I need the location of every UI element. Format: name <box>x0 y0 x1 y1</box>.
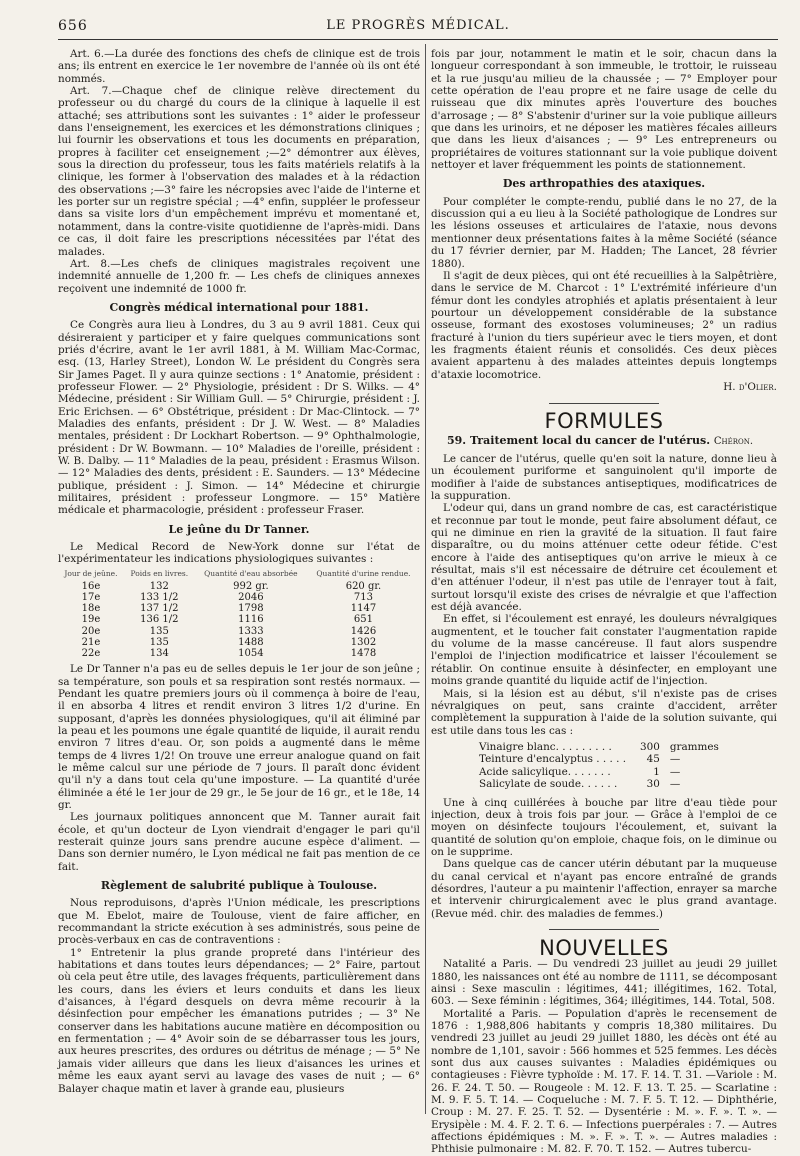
natalite-text: Natalité a Paris. — Du vendredi 23 juillet au jeudi 29 juillet 1880, les naissances ont été au nombre de 1111, se décomposant ainsi : Sexe masculin : légitimes, 441; illégitimes, 162. Total, 603. — Sexe féminin : légitimes, 364; illégitimes, 144. Total, 508. <box>431 958 777 1008</box>
formula-unit: — <box>669 753 681 766</box>
article-7: Art. 7.—Chaque chef de clinique relève directement du professeur ou du chargé du cours de la clinique à laquelle il est attaché; ses attributions sont les suivantes : 1° aider le professeur dans l'enseignement, les exercices et les démonstrations cliniques ; lui fournir les observations et tous les documents en préparation, propres à faciliter cet enseignement ;—2° démontrer aux élèves, sous la direction du professeur, tous les faits matériels relatifs à la clinique, les former à l'observation des malades et à la rédaction des observations ;—3° faire les nécropsies avec l'aide de l'interne et les porter sur un registre spécial ; —4° enfin, suppléer le professeur dans sa visite lors d'un empêchement imprévu et momentané et, notamment, dans la contre-visite quotidienne de l'après-midi. Dans ce cas, il doit faire les prescriptions nécessitées par l'état des malades. <box>58 85 420 258</box>
table-cell: 21e <box>81 636 101 648</box>
toulouse-text-2: 1° Entretenir la plus grande propreté dans l'intérieur des habitations et dans toutes leurs dépendances; — 2° Faire, partout où cela peut être utile, des lavages fréquents, particulièrement dans les cours, dans les éviers et leurs conduits et dans les lieux d'aisances, à l'égard desquels on devra même recourir à la désinfection pour empêcher les émanations putrides ; — 3° Ne conserver dans les habitations aucune matière en décomposition ou en fermentation ; — 4° Avoir soin de se débarrasser tous les jours, aux heures prescrites, des ordures ou détritus de ménage ; — 5° Ne jamais vider ailleurs que dans les lieux d'aisances les urines et même les eaux ayant servi au lavage des vases de nuit ; — 6° Balayer chaque matin et laver à grande eau, plusieurs <box>58 946 420 1095</box>
table-cell: 22e <box>81 647 101 659</box>
tanner-intro: Le Medical Record de New-York donne sur l'état de l'expérimentateur les indications physiologiques suivantes : <box>58 541 420 566</box>
table-cell: 20e <box>81 625 101 637</box>
article-6: Art. 6.—La durée des fonctions des chefs de clinique est de trois ans; ils entrent en exercice le 1er novembre de l'année où ils ont été nommés. <box>58 48 420 85</box>
congres-text: Ce Congrès aura lieu à Londres, du 3 au 9 avril 1881. Ceux qui désireraient y participer et y faire quelques communications sont priés d'écrire, avant le 1er avril 1881, à M. William Mac-Cormac, esq. (13, Harley Street), London W. Le président du Congrès sera Sir James Paget. Il y aura quinze sections : 1° Anatomie, président : professeur Flower. — 2° Physiologie, président : Dr S. Wilks. — 4° Médecine, président : Sir William Gull. — 5° Chirurgie, président : J. Eric Erichsen. — 6° Obstétrique, président : Dr Mac-Clintock. — 7° Maladies des enfants, président : Dr J. W. West. — 8° Maladies mentales, président : Dr Lockhart Robertson. — 9° Ophthalmologie, président : Dr W. Bowmann. — 10° Maladies de l'oreille, président : W. B. Dalby. — 11° Maladies de la peau, président : Erasmus Wilson. — 12° Maladies des dents, président : E. Saunders. — 13° Médecine publique, président : J. Simon. — 14° Médecine et chirurgie militaires, président : professeur Longmore. — 15° Matière médicale et pharmacologie, président : professeur Fraser. <box>58 319 420 517</box>
tanner-header-cell: Poids en livres. <box>130 568 189 578</box>
formula-row <box>479 753 723 765</box>
formula-ingredient: Teinture d'encalyptus . . . . . <box>479 753 627 766</box>
table-cell: 17e <box>81 591 101 603</box>
formule-59-text-5: Une à cinq cuillérées à bouche par litre d'eau tiède pour injection, deux à trois fois par jour. — Grâce à l'emploi de ce moyen on désinfecte toujours l'écoulement, et, suivant la quantité de solution qu'on emploie, chaque fois, on le diminue ou on le supprime. <box>431 796 777 858</box>
right-column <box>431 48 777 1156</box>
formula-quantity: 45 <box>646 753 660 766</box>
formula-row <box>479 778 723 790</box>
table-row <box>58 581 420 592</box>
formula-quantity: 1 <box>653 765 660 778</box>
formule-59-title: 59. Traitement local du cancer de l'utérus. <box>447 433 711 447</box>
toulouse-heading: Règlement de salubrité publique à Toulouse. <box>100 879 378 893</box>
formula-unit: — <box>669 765 681 778</box>
ataxiques-heading: Des arthropathies des ataxiques. <box>502 177 706 191</box>
formula-ingredient: Vinaigre blanc. . . . . . . . . <box>479 740 612 753</box>
table-cell: 18e <box>81 603 101 615</box>
formules-heading: FORMULES <box>544 409 664 434</box>
table-cell: 992 gr. <box>233 580 269 592</box>
formula-quantity: 300 <box>640 740 660 753</box>
table-cell: 1478 <box>350 647 377 659</box>
table-cell: 2046 <box>238 591 264 603</box>
formula-ingredient: Salicylate de soude. . . . . . <box>479 778 618 791</box>
table-cell: 16e <box>81 580 101 592</box>
tanner-text: Le Dr Tanner n'a pas eu de selles depuis le 1er jour de son jeûne ; sa température, son pouls et sa respiration sont restés normaux. — Pendant les quatre premiers jours où il commença à boire de l'eau, il en absorba 4 litres et rendit environ 3 litres 1/2 d'urine. En supposant, d'après les données physiologiques, qu'il ait éliminé par la peau et les poumons une égale quantité de liquide, il aurait rendu environ 7 litres d'eau. Or, son poids a augmenté dans le même temps de 4 livres 1/2! On trouve une erreur analogue quand on fait le même calcul sur une période de 7 jours. Il paraît donc évident qu'il n'y a dans tout cela qu'une imposture. — La quantité d'urée éliminée a été le 1er jour de 29 gr., le 5e jour de 16 gr., et le 18e, 14 gr. <box>58 663 420 811</box>
formule-59-text-4: Mais, si la lésion est au début, s'il n'existe pas de crises névralgiques on peut, sans crainte d'accident, arrêter complètement la suppuration à l'aide de la solution suivante, qui est utile dans tous les cas : <box>431 687 777 737</box>
tanner-heading: Le jeûne du Dr Tanner. <box>168 522 310 536</box>
table-cell: 713 <box>353 591 374 603</box>
table-cell: 19e <box>81 614 101 626</box>
tanner-table-header <box>58 570 420 581</box>
table-row <box>58 626 420 637</box>
table-cell: 133 1/2 <box>140 591 179 603</box>
tanner-text-2: Les journaux politiques annoncent que M. Tanner aurait fait école, et qu'un docteur de Lyon viendrait d'engager le pari qu'il resterait quinze jours sans prendre aucune espèce d'aliment. — Dans son dernier numéro, le Lyon médical ne fait pas mention de ce fait. <box>58 811 420 873</box>
formula-unit: — <box>669 778 681 791</box>
toulouse-continued: fois par jour, notamment le matin et le soir, chacun dans la longueur correspondant à son immeuble, le trottoir, le ruisseau et la rue jusqu'au milieu de la chaussée ; — 7° Employer pour cette opération de l'eau propre et ne faire usage de celle du ruisseau que dix minutes après l'ouverture des bouches d'arrosage ; — 8° S'abstenir d'uriner sur la voie publique ailleurs que dans les urinoirs, et ne déposer les matières fécales ailleurs que dans les lieux d'aisances ; — 9° Les entrepreneurs ou propriétaires de voitures stationnant sur la voie publique doivent nettoyer et laver fréquemment les points de stationnement. <box>431 48 777 172</box>
ornament-divider <box>431 924 777 934</box>
table-cell: 620 gr. <box>345 580 382 592</box>
table-cell: 137 1/2 <box>140 603 179 615</box>
formula-unit: grammes <box>669 740 719 753</box>
formula-row <box>479 741 723 753</box>
formule-59-author: Chéron. <box>713 435 754 447</box>
table-cell: 1054 <box>238 647 264 659</box>
formula-table <box>479 741 723 791</box>
formula-row <box>479 766 723 778</box>
header-rule <box>58 39 778 40</box>
column-divider <box>425 44 426 1114</box>
formula-ingredient: Acide salicylique. . . . . . . <box>479 765 611 778</box>
formule-59-text-3: En effet, si l'écoulement est enrayé, les douleurs névralgiques augmentent, et le toucher fait constater l'augmentation rapide du volume de la masse cancéreuse. Il faut alors suspendre l'emploi de l'injection modificatrice et laisser l'écoulement se rétablir. On continue ensuite à désinfecter, en employant une moins grande quantité du liquide actif de l'injection. <box>431 613 777 688</box>
table-row <box>58 592 420 603</box>
toulouse-text: Nous reproduisons, d'après l'Union médicale, les prescriptions que M. Ebelot, maire de Toulouse, vient de faire afficher, en recommandant la stricte exécution à ses administrés, sous peine de procès-verbaux en cas de contraventions : <box>58 897 420 947</box>
nouvelles-heading: NOUVELLES <box>539 935 669 960</box>
tanner-header-cell: Jour de jeûne. <box>64 568 118 578</box>
left-column <box>58 48 420 1114</box>
table-cell: 134 <box>149 647 169 659</box>
table-row <box>58 637 420 648</box>
table-cell: 135 <box>149 625 169 637</box>
table-cell: 1302 <box>350 636 377 648</box>
ornament-divider <box>431 397 777 407</box>
table-cell: 1488 <box>238 636 264 648</box>
mortalite-text: Mortalité a Paris. — Population d'après le recensement de 1876 : 1,988,806 habitants y compris 18,380 militaires. Du vendredi 23 juillet au jeudi 29 juillet 1880, les décès ont été au nombre de 1,101, savoir : 566 hommes et 525 femmes. Les décès sont dus aux causes suivantes : Maladies épidémiques ou contagieuses : Fièvre typhoïde : M. 17. F. 14. T. 31. —Variole : M. 26. F. 24. T. 50. — Rougeole : M. 12. F. 13. T. 25. — Scarlatine : M. 9. F. 5. T. 14. — Coqueluche : M. 7. F. 5. T. 12. — Diphthérie, Croup : M. 27. F. 25. T. 52. — Dysentérie : M. ». F. ». T. ». — Erysipèle : M. 4. F. 2. T. 6. — Infections puerpérales : 7. — Autres affections épidémiques : M. ». F. ». T. ». — Autres maladies : Phthisie pulmonaire : M. 82. F. 70. T. 152. — Autres tubercu- <box>431 1007 777 1156</box>
tanner-header-cell: Quantité d'eau absorbée <box>204 568 298 578</box>
table-cell: 132 <box>149 580 169 592</box>
congres-heading: Congrès médical international pour 1881. <box>109 300 369 314</box>
table-cell: 136 1/2 <box>140 614 179 626</box>
table-cell: 135 <box>149 636 169 648</box>
formule-59-text: Le cancer de l'utérus, quelle qu'en soit la nature, donne lieu à un écoulement puriforme et sanguinolent qu'il importe de modifier à l'aide de substances antiseptiques, modificatrices de la suppuration. <box>431 452 777 502</box>
formula-quantity: 30 <box>646 778 660 791</box>
table-row <box>58 603 420 614</box>
table-cell: 1333 <box>238 625 264 637</box>
table-cell: 1147 <box>350 603 377 615</box>
article-8: Art. 8.—Les chefs de cliniques magistrales reçoivent une indemnité annuelle de 1,200 fr. — Les chefs de cliniques annexes reçoivent une indemnité de 1000 fr. <box>58 257 420 295</box>
journal-title: LE PROGRÈS MÉDICAL. <box>326 18 510 33</box>
page-header <box>58 16 778 36</box>
ataxiques-text: Pour compléter le compte-rendu, publié dans le no 27, de la discussion qui a eu lieu à la Société pathologique de Londres sur les lésions osseuses et articulaires de l'ataxie, nous devons mentionner deux présentations faites à la même Société (séance du 17 février dernier, par M. Hadden; The Lancet, 28 février 1880). <box>431 195 777 270</box>
table-cell: 651 <box>353 614 374 626</box>
table-row <box>58 614 420 625</box>
formule-59-heading <box>447 435 777 448</box>
formule-59-text-6: Dans quelque cas de cancer utérin débutant par la muqueuse du canal cervical et n'ayant pas encore entraîné de grands désordres, l'auteur a pu maintenir l'affection, enrayer sa marche et intervenir chirurgicalement avec le plus grand avantage. (Revue méd. chir. des maladies de femmes.) <box>431 858 777 920</box>
tanner-table <box>58 570 420 659</box>
table-cell: 1426 <box>350 625 377 637</box>
formule-59-text-2: L'odeur qui, dans un grand nombre de cas, est caractéristique et reconnue par tout le monde, peut faire absolument défaut, ce qui ne diminue en rien la gravité de la situation. Il faut faire disparaître, ou du moins atténuer cette odeur fétide. C'est encore à l'aide des antiseptiques qu'on arrive le mieux à ce résultat, mais s'il est nécessaire de détruire cet écoulement et d'en atténuer l'odeur, il n'est pas utile de l'enrayer tout à fait, surtout lorsqu'il existe des crises de névralgie et que l'affection est déjà avancée. <box>431 502 777 614</box>
page-number: 656 <box>58 18 88 34</box>
ataxiques-text-2: Il s'agit de deux pièces, qui ont été recueillies à la Salpêtrière, dans le service de M. Charcot : 1° L'extrémité inférieure d'un fémur dont les condyles atrophiés et aplatis présentaient à leur pourtour un développement considérable de la substance osseuse, formant des exostoses volumineuses; 2° un radius fracturé à l'union du tiers supérieur avec le tiers moyen, et dont les fragments étaient réunis et consolidés. Ces deux pièces avaient appartenu à des malades atteintes depuis longtemps d'ataxie locomotrice. <box>431 269 777 381</box>
table-cell: 1116 <box>238 614 264 626</box>
table-row <box>58 648 420 659</box>
table-cell: 1798 <box>238 603 264 615</box>
ataxiques-signature: H. d'Olier. <box>723 380 777 393</box>
tanner-header-cell: Quantité d'urine rendue. <box>316 568 411 578</box>
